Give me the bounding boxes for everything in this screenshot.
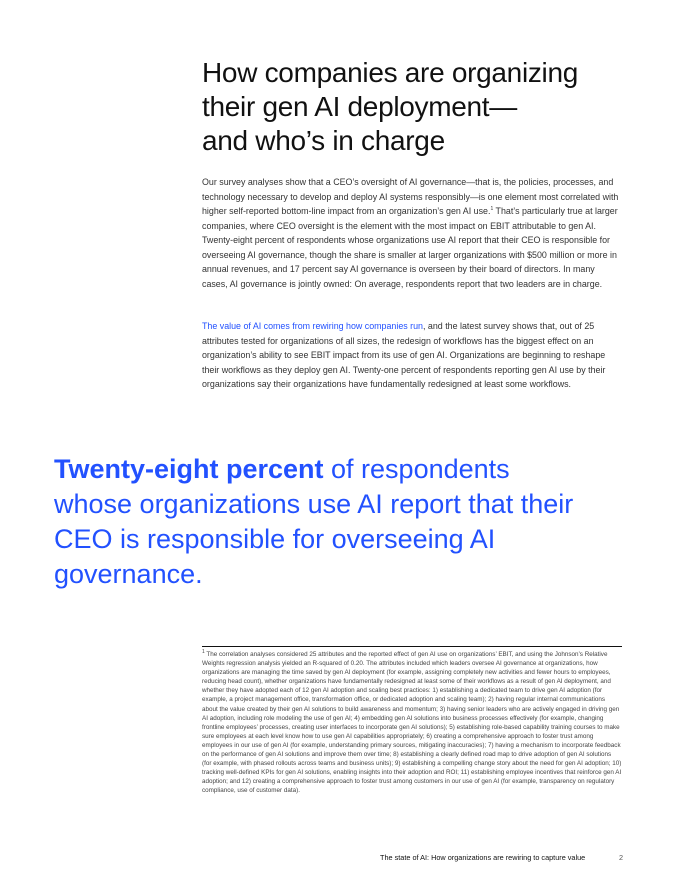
footnote-divider (202, 646, 622, 647)
page-number: 2 (619, 853, 624, 862)
footnote (202, 650, 622, 796)
footer-report-title: The state of AI: How organizations are rewiring to capture value (380, 853, 586, 862)
footnote-text: The correlation analyses considered 25 attributes and the reported effect of gen AI use on organizations’ EBIT, and using the Johnson’s Relative Weights regression analysis yielded an R-squared of 0.20. The attributes included which leaders oversee AI governance at organizations, how organizations are managing the time saved by gen AI deployment (for example, assigning completely new activities and fewer hours to employees, reducing head count), whether organizations have fundamentally redesigned at least some of their workflows as a result of gen AI deployment, and whether they have adopted each of 12 gen AI adoption and scaling best practices: 1) establishing a dedicated team to drive gen AI adoption (for example, a project management office, transformation office, or dedicated adoption and scaling team); 2) having regular internal communications about the value created by their gen AI solutions to build awareness and momentum; 3) having senior leaders who are actively engaged in driving gen AI adoption, including role modeling the use of gen AI; 4) embedding gen AI solutions into business processes effectively (for example, changing frontline employees’ processes, creating user interfaces to incorporate gen AI solutions); 5) establishing role-based capability training courses to make sure employees at each level know how to use gen AI capabilities appropriately; 6) creating a comprehensive approach to foster trust among employees in our use of gen AI (for example, understanding primary sources, mitigating inaccuracies); 7) having a mechanism to incorporate feedback on the performance of gen AI solutions and improve them over time; 8) establishing a clearly defined road map to drive adoption of gen AI solutions (for example, with phased rollouts across teams and business units); 9) establishing a compelling change story about the need for gen AI adoption; 10) tracking well-defined KPIs for gen AI solutions, enabling insights into their adoption and ROI; 11) establishing employee incentives that reinforce gen AI adoption; and 12) creating a comprehensive approach to foster trust among customers in our use of gen AI (for example, transparency on regulatory compliance, use of customer data). (202, 651, 622, 795)
footnote-marker: 1 (202, 648, 205, 655)
pull-quote-emphasis: Twenty-eight percent (54, 454, 324, 484)
paragraph-1-text-b: That’s particularly true at larger companies, where CEO oversight is the element with the most impact on EBIT attributable to gen AI. Twenty-eight percent of respondents whose organizations use AI report that their CEO is responsible for overseeing AI governance, though the share is smaller at larger organizations with $500 million or more in annual revenues, and 17 percent say AI governance is overseen by their board of directors. In many cases, AI governance is jointly owned: On average, respondents report that two leaders are in charge. (202, 206, 618, 289)
title-line-3: and who’s in charge (202, 125, 445, 156)
pull-quote (54, 452, 574, 592)
page-title (202, 56, 642, 158)
value-of-ai-link[interactable]: The value of AI comes from rewiring how companies run (202, 321, 423, 331)
body-paragraph-2 (202, 319, 622, 392)
body-paragraph-1 (202, 175, 622, 291)
paragraph-1-text-a: Our survey analyses show that a CEO’s oversight of AI governance—that is, the policies, processes, and technology necessary to develop and deploy AI systems responsibly—is one element most correlated with higher self-reported bottom-line impact from an organization’s gen AI use. (202, 177, 619, 216)
title-line-2: their gen AI deployment— (202, 91, 517, 122)
title-line-1: How companies are organizing (202, 57, 579, 88)
footnote-reference[interactable]: 1 (490, 206, 494, 213)
pull-quote-text: of respondents whose organizations use AI report that their CEO is responsible for overseeing AI governance. (54, 454, 574, 589)
paragraph-2-text: , and the latest survey shows that, out of 25 attributes tested for organizations of all sizes, the redesign of workflows has the biggest effect on an organization’s ability to see EBIT impact from its use of gen AI. Organizations are beginning to reshape their workflows as they deploy gen AI. Twenty-one percent of respondents reporting gen AI use by their organizations say their organizations have fundamentally redesigned at least some workflows. (202, 321, 606, 389)
